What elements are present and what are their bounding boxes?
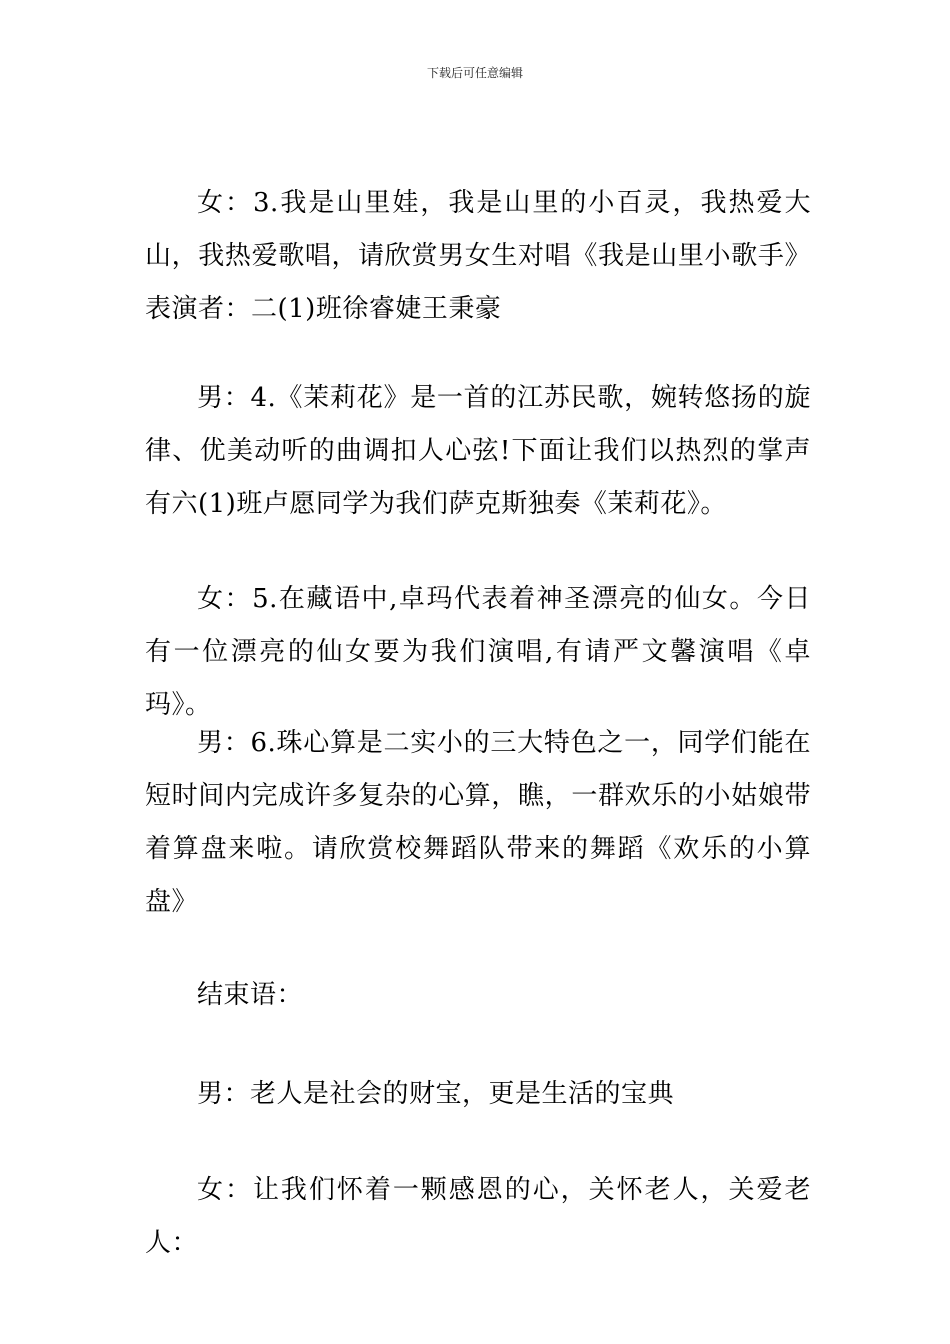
paragraph-program-6: [145, 717, 811, 929]
closing-heading: [145, 969, 811, 1022]
paragraph-text: 女：让我们怀着一颗感恩的心，关怀老人，关爱老人：: [145, 1175, 811, 1258]
paragraph-program-5: [145, 573, 811, 732]
paragraph-text: 男：6.珠心算是二实小的三大特色之一，同学们能在短时间内完成许多复杂的心算，瞧，一群欢乐的小姑娘带着算盘来啦。请欣赏校舞蹈队带来的舞蹈《欢乐的小算盘》: [145, 728, 811, 917]
paragraph-program-4: [145, 372, 811, 531]
paragraph-text: 女：3.我是山里娃，我是山里的小百灵，我热爱大山，我热爱歌唱，请欣赏男女生对唱《我是山里小歌手》表演者：二(1)班徐睿婕王秉豪: [145, 188, 811, 324]
paragraph-text: 男：老人是社会的财宝，更是生活的宝典: [197, 1079, 675, 1109]
paragraph-text: 女：5.在藏语中,卓玛代表着神圣漂亮的仙女。今日有一位漂亮的仙女要为我们演唱,有请严文馨演唱《卓玛》。: [145, 584, 811, 720]
paragraph-text: 男：4.《茉莉花》是一首的江苏民歌，婉转悠扬的旋律、优美动听的曲调扣人心弦!下面让我们以热烈的掌声有六(1)班卢愿同学为我们萨克斯独奏《茉莉花》。: [145, 383, 811, 519]
closing-line-male: [145, 1068, 811, 1121]
paragraph-program-3: [145, 177, 811, 336]
paragraph-text: 结束语：: [197, 980, 304, 1010]
closing-line-female: [145, 1164, 811, 1270]
page-header-note: 下载后可任意编辑: [426, 66, 523, 80]
